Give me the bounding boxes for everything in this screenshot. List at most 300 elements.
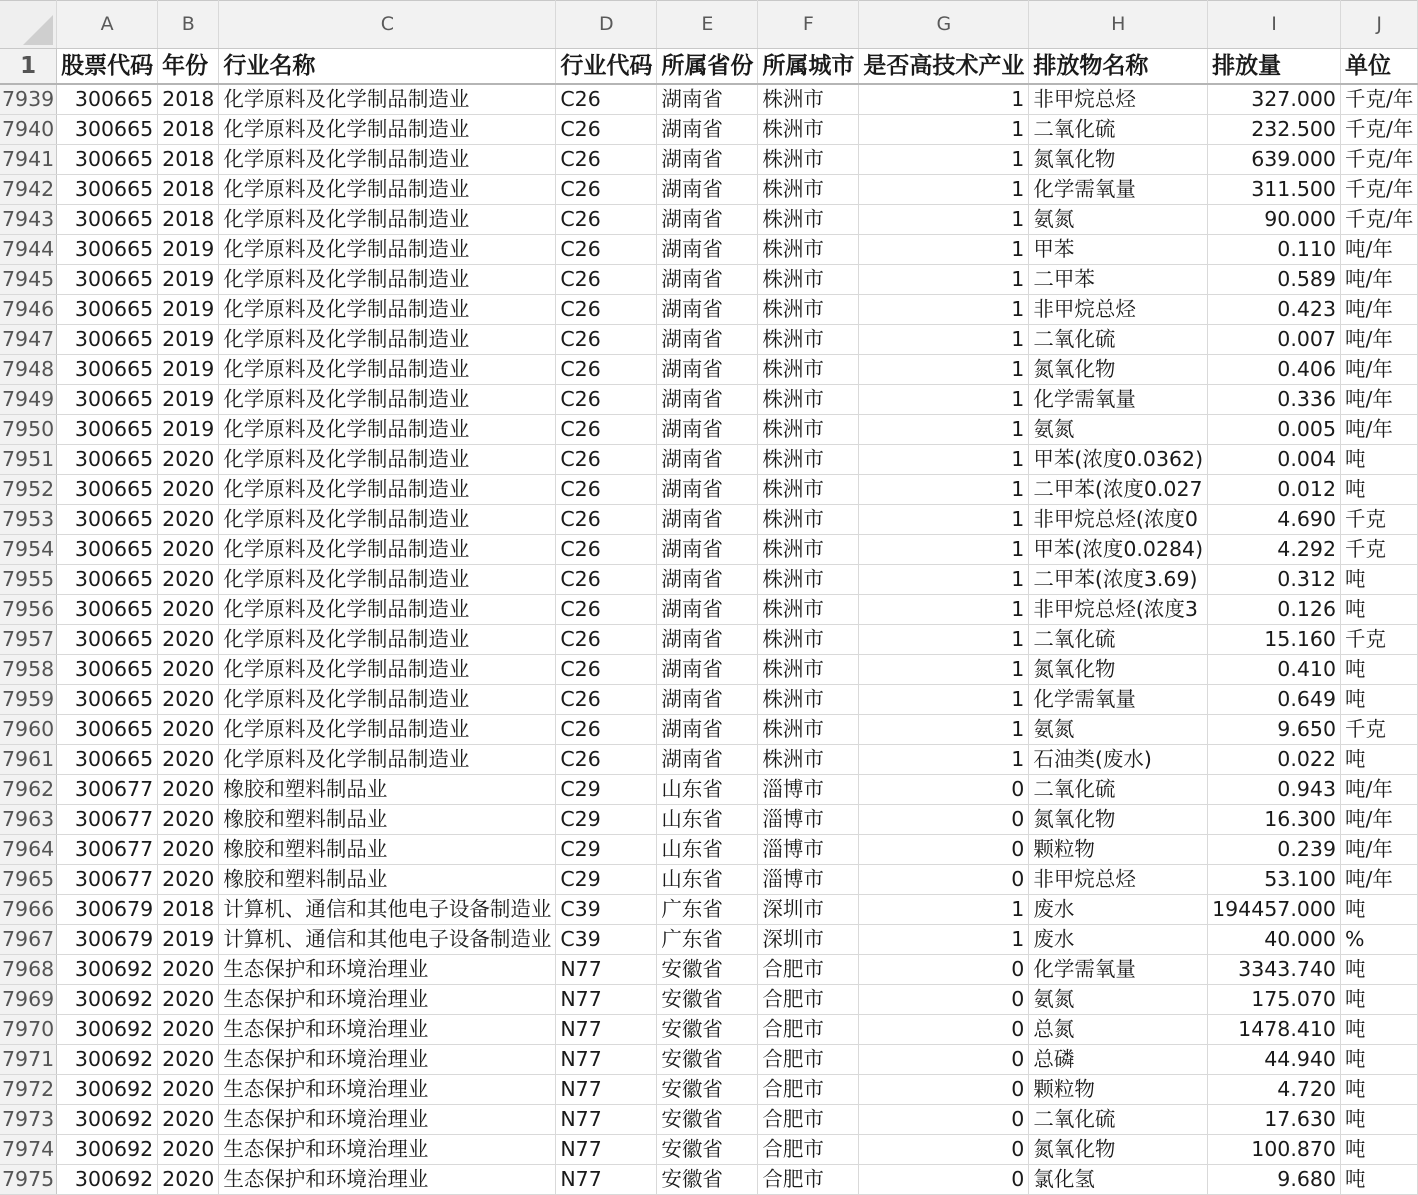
cell-a[interactable]: 300692 bbox=[57, 955, 158, 985]
cell-d[interactable]: C26 bbox=[556, 205, 657, 235]
cell-c[interactable]: 计算机、通信和其他电子设备制造业 bbox=[219, 925, 556, 955]
column-header-d[interactable]: D bbox=[556, 1, 657, 49]
cell-h[interactable]: 氮氧化物 bbox=[1029, 355, 1208, 385]
cell-j[interactable]: 吨 bbox=[1340, 985, 1417, 1015]
cell-e[interactable]: 湖南省 bbox=[657, 475, 758, 505]
cell-j[interactable]: 千克/年 bbox=[1340, 175, 1417, 205]
cell-g[interactable]: 1 bbox=[859, 175, 1029, 205]
cell-f[interactable]: 株洲市 bbox=[758, 385, 859, 415]
cell-e[interactable]: 湖南省 bbox=[657, 655, 758, 685]
cell-h[interactable]: 废水 bbox=[1029, 925, 1208, 955]
cell-e[interactable]: 湖南省 bbox=[657, 205, 758, 235]
cell-f[interactable]: 淄博市 bbox=[758, 865, 859, 895]
cell-h[interactable]: 非甲烷总烃 bbox=[1029, 865, 1208, 895]
cell-e[interactable]: 安徽省 bbox=[657, 955, 758, 985]
cell-h[interactable]: 甲苯(浓度0.0284) bbox=[1029, 535, 1208, 565]
cell-h[interactable]: 化学需氧量 bbox=[1029, 175, 1208, 205]
cell-j[interactable]: 吨/年 bbox=[1340, 295, 1417, 325]
column-header-h[interactable]: H bbox=[1029, 1, 1208, 49]
cell-b[interactable]: 2018 bbox=[158, 145, 219, 175]
cell-c[interactable]: 化学原料及化学制品制造业 bbox=[219, 265, 556, 295]
cell-d[interactable]: C26 bbox=[556, 715, 657, 745]
cell-b[interactable]: 2018 bbox=[158, 175, 219, 205]
row-number[interactable]: 7969 bbox=[0, 985, 57, 1015]
cell-g[interactable]: 1 bbox=[859, 445, 1029, 475]
cell-c[interactable]: 化学原料及化学制品制造业 bbox=[219, 625, 556, 655]
cell-h[interactable]: 石油类(废水) bbox=[1029, 745, 1208, 775]
cell-e[interactable]: 湖南省 bbox=[657, 715, 758, 745]
cell-i[interactable]: 639.000 bbox=[1208, 145, 1341, 175]
row-number[interactable]: 7943 bbox=[0, 205, 57, 235]
cell-a[interactable]: 300665 bbox=[57, 295, 158, 325]
cell-h[interactable]: 氮氧化物 bbox=[1029, 145, 1208, 175]
cell-d[interactable]: N77 bbox=[556, 1165, 657, 1195]
cell-j[interactable]: 吨 bbox=[1340, 595, 1417, 625]
cell-f[interactable]: 淄博市 bbox=[758, 775, 859, 805]
cell-g[interactable]: 1 bbox=[859, 295, 1029, 325]
cell-g[interactable]: 1 bbox=[859, 235, 1029, 265]
cell-d[interactable]: C26 bbox=[556, 685, 657, 715]
cell-h[interactable]: 非甲烷总烃 bbox=[1029, 295, 1208, 325]
cell-c[interactable]: 化学原料及化学制品制造业 bbox=[219, 145, 556, 175]
row-number[interactable]: 7974 bbox=[0, 1135, 57, 1165]
cell-b[interactable]: 2020 bbox=[158, 1075, 219, 1105]
column-header-e[interactable]: E bbox=[657, 1, 758, 49]
row-number[interactable]: 7941 bbox=[0, 145, 57, 175]
cell-b[interactable]: 2020 bbox=[158, 865, 219, 895]
cell-h[interactable]: 非甲烷总烃(浓度0 bbox=[1029, 505, 1208, 535]
cell-j[interactable]: 吨 bbox=[1340, 685, 1417, 715]
cell-g[interactable]: 0 bbox=[859, 1165, 1029, 1195]
cell-c[interactable]: 计算机、通信和其他电子设备制造业 bbox=[219, 895, 556, 925]
cell-i[interactable]: 0.126 bbox=[1208, 595, 1341, 625]
cell-c[interactable]: 化学原料及化学制品制造业 bbox=[219, 84, 556, 115]
cell-b[interactable]: 2020 bbox=[158, 1015, 219, 1045]
cell-g[interactable]: 1 bbox=[859, 415, 1029, 445]
cell-g[interactable]: 1 bbox=[859, 685, 1029, 715]
cell-j[interactable]: 吨/年 bbox=[1340, 385, 1417, 415]
cell-i[interactable]: 3343.740 bbox=[1208, 955, 1341, 985]
cell-d[interactable]: C26 bbox=[556, 655, 657, 685]
cell-c[interactable]: 橡胶和塑料制品业 bbox=[219, 805, 556, 835]
cell-d[interactable]: N77 bbox=[556, 1135, 657, 1165]
cell-b[interactable]: 2020 bbox=[158, 595, 219, 625]
cell-c[interactable]: 化学原料及化学制品制造业 bbox=[219, 235, 556, 265]
row-number[interactable]: 7949 bbox=[0, 385, 57, 415]
cell-i[interactable]: 4.690 bbox=[1208, 505, 1341, 535]
cell-j[interactable]: 千克 bbox=[1340, 625, 1417, 655]
cell-j[interactable]: 千克/年 bbox=[1340, 84, 1417, 115]
cell-f[interactable]: 株洲市 bbox=[758, 355, 859, 385]
row-number[interactable]: 7942 bbox=[0, 175, 57, 205]
row-number[interactable]: 7951 bbox=[0, 445, 57, 475]
cell-e[interactable]: 广东省 bbox=[657, 895, 758, 925]
cell-d[interactable]: N77 bbox=[556, 1045, 657, 1075]
cell-d[interactable]: C26 bbox=[556, 505, 657, 535]
cell-i[interactable]: 0.589 bbox=[1208, 265, 1341, 295]
cell-e[interactable]: 山东省 bbox=[657, 805, 758, 835]
cell-g[interactable]: 1 bbox=[859, 115, 1029, 145]
cell-f[interactable]: 株洲市 bbox=[758, 685, 859, 715]
cell-c[interactable]: 化学原料及化学制品制造业 bbox=[219, 745, 556, 775]
cell-e[interactable]: 山东省 bbox=[657, 775, 758, 805]
cell-d[interactable]: C39 bbox=[556, 925, 657, 955]
header-cell-h[interactable]: 排放物名称 bbox=[1029, 49, 1208, 85]
cell-b[interactable]: 2020 bbox=[158, 805, 219, 835]
cell-h[interactable]: 废水 bbox=[1029, 895, 1208, 925]
cell-i[interactable]: 100.870 bbox=[1208, 1135, 1341, 1165]
cell-c[interactable]: 橡胶和塑料制品业 bbox=[219, 865, 556, 895]
cell-d[interactable]: C29 bbox=[556, 865, 657, 895]
cell-d[interactable]: C26 bbox=[556, 84, 657, 115]
cell-c[interactable]: 化学原料及化学制品制造业 bbox=[219, 205, 556, 235]
cell-j[interactable]: 吨 bbox=[1340, 1135, 1417, 1165]
cell-e[interactable]: 安徽省 bbox=[657, 1045, 758, 1075]
cell-d[interactable]: C26 bbox=[556, 355, 657, 385]
row-number[interactable]: 1 bbox=[0, 49, 57, 85]
header-cell-d[interactable]: 行业代码 bbox=[556, 49, 657, 85]
row-number[interactable]: 7975 bbox=[0, 1165, 57, 1195]
cell-f[interactable]: 株洲市 bbox=[758, 145, 859, 175]
cell-g[interactable]: 1 bbox=[859, 385, 1029, 415]
row-number[interactable]: 7940 bbox=[0, 115, 57, 145]
cell-a[interactable]: 300665 bbox=[57, 655, 158, 685]
cell-h[interactable]: 氯化氢 bbox=[1029, 1165, 1208, 1195]
cell-b[interactable]: 2020 bbox=[158, 1135, 219, 1165]
cell-a[interactable]: 300692 bbox=[57, 1105, 158, 1135]
select-all-corner[interactable] bbox=[0, 1, 57, 49]
cell-e[interactable]: 湖南省 bbox=[657, 355, 758, 385]
cell-d[interactable]: C26 bbox=[556, 595, 657, 625]
cell-b[interactable]: 2020 bbox=[158, 505, 219, 535]
cell-g[interactable]: 1 bbox=[859, 205, 1029, 235]
cell-h[interactable]: 二氧化硫 bbox=[1029, 115, 1208, 145]
cell-d[interactable]: C26 bbox=[556, 235, 657, 265]
cell-f[interactable]: 株洲市 bbox=[758, 205, 859, 235]
cell-e[interactable]: 湖南省 bbox=[657, 145, 758, 175]
cell-f[interactable]: 深圳市 bbox=[758, 925, 859, 955]
cell-g[interactable]: 1 bbox=[859, 84, 1029, 115]
cell-c[interactable]: 生态保护和环境治理业 bbox=[219, 985, 556, 1015]
cell-c[interactable]: 生态保护和环境治理业 bbox=[219, 1165, 556, 1195]
cell-f[interactable]: 合肥市 bbox=[758, 1135, 859, 1165]
cell-b[interactable]: 2020 bbox=[158, 1165, 219, 1195]
cell-h[interactable]: 二甲苯(浓度0.027 bbox=[1029, 475, 1208, 505]
cell-h[interactable]: 氨氮 bbox=[1029, 415, 1208, 445]
cell-f[interactable]: 株洲市 bbox=[758, 445, 859, 475]
cell-i[interactable]: 9.680 bbox=[1208, 1165, 1341, 1195]
cell-d[interactable]: C29 bbox=[556, 835, 657, 865]
cell-j[interactable]: 千克/年 bbox=[1340, 205, 1417, 235]
column-header-a[interactable]: A bbox=[57, 1, 158, 49]
cell-i[interactable]: 0.005 bbox=[1208, 415, 1341, 445]
cell-d[interactable]: N77 bbox=[556, 955, 657, 985]
cell-j[interactable]: % bbox=[1340, 925, 1417, 955]
row-number[interactable]: 7945 bbox=[0, 265, 57, 295]
cell-f[interactable]: 株洲市 bbox=[758, 265, 859, 295]
cell-f[interactable]: 株洲市 bbox=[758, 295, 859, 325]
cell-b[interactable]: 2020 bbox=[158, 715, 219, 745]
cell-e[interactable]: 湖南省 bbox=[657, 415, 758, 445]
cell-b[interactable]: 2019 bbox=[158, 235, 219, 265]
cell-b[interactable]: 2020 bbox=[158, 1045, 219, 1075]
cell-i[interactable]: 0.943 bbox=[1208, 775, 1341, 805]
cell-i[interactable]: 311.500 bbox=[1208, 175, 1341, 205]
cell-i[interactable]: 4.292 bbox=[1208, 535, 1341, 565]
cell-i[interactable]: 53.100 bbox=[1208, 865, 1341, 895]
cell-d[interactable]: C26 bbox=[556, 115, 657, 145]
cell-a[interactable]: 300692 bbox=[57, 1015, 158, 1045]
cell-h[interactable]: 氮氧化物 bbox=[1029, 805, 1208, 835]
cell-g[interactable]: 0 bbox=[859, 1105, 1029, 1135]
cell-d[interactable]: C26 bbox=[556, 745, 657, 775]
row-number[interactable]: 7953 bbox=[0, 505, 57, 535]
cell-i[interactable]: 90.000 bbox=[1208, 205, 1341, 235]
cell-e[interactable]: 安徽省 bbox=[657, 1135, 758, 1165]
cell-i[interactable]: 0.410 bbox=[1208, 655, 1341, 685]
cell-h[interactable]: 二氧化硫 bbox=[1029, 775, 1208, 805]
row-number[interactable]: 7965 bbox=[0, 865, 57, 895]
cell-d[interactable]: C26 bbox=[556, 565, 657, 595]
cell-e[interactable]: 湖南省 bbox=[657, 325, 758, 355]
row-number[interactable]: 7968 bbox=[0, 955, 57, 985]
cell-f[interactable]: 合肥市 bbox=[758, 1075, 859, 1105]
cell-g[interactable]: 1 bbox=[859, 355, 1029, 385]
row-number[interactable]: 7970 bbox=[0, 1015, 57, 1045]
cell-d[interactable]: C26 bbox=[556, 325, 657, 355]
cell-c[interactable]: 化学原料及化学制品制造业 bbox=[219, 385, 556, 415]
cell-g[interactable]: 1 bbox=[859, 625, 1029, 655]
cell-a[interactable]: 300665 bbox=[57, 115, 158, 145]
cell-b[interactable]: 2020 bbox=[158, 985, 219, 1015]
row-number[interactable]: 7946 bbox=[0, 295, 57, 325]
cell-e[interactable]: 湖南省 bbox=[657, 295, 758, 325]
cell-e[interactable]: 湖南省 bbox=[657, 445, 758, 475]
cell-e[interactable]: 湖南省 bbox=[657, 84, 758, 115]
cell-g[interactable]: 1 bbox=[859, 535, 1029, 565]
header-cell-a[interactable]: 股票代码 bbox=[57, 49, 158, 85]
cell-f[interactable]: 淄博市 bbox=[758, 805, 859, 835]
row-number[interactable]: 7963 bbox=[0, 805, 57, 835]
cell-i[interactable]: 232.500 bbox=[1208, 115, 1341, 145]
cell-c[interactable]: 生态保护和环境治理业 bbox=[219, 1105, 556, 1135]
cell-c[interactable]: 化学原料及化学制品制造业 bbox=[219, 295, 556, 325]
cell-e[interactable]: 山东省 bbox=[657, 865, 758, 895]
cell-h[interactable]: 氮氧化物 bbox=[1029, 655, 1208, 685]
cell-c[interactable]: 化学原料及化学制品制造业 bbox=[219, 325, 556, 355]
cell-g[interactable]: 0 bbox=[859, 865, 1029, 895]
cell-i[interactable]: 15.160 bbox=[1208, 625, 1341, 655]
row-number[interactable]: 7964 bbox=[0, 835, 57, 865]
cell-h[interactable]: 甲苯(浓度0.0362) bbox=[1029, 445, 1208, 475]
cell-b[interactable]: 2020 bbox=[158, 655, 219, 685]
cell-g[interactable]: 1 bbox=[859, 715, 1029, 745]
cell-j[interactable]: 吨 bbox=[1340, 565, 1417, 595]
cell-g[interactable]: 1 bbox=[859, 475, 1029, 505]
cell-j[interactable]: 吨 bbox=[1340, 955, 1417, 985]
cell-j[interactable]: 吨/年 bbox=[1340, 805, 1417, 835]
cell-d[interactable]: C26 bbox=[556, 295, 657, 325]
cell-b[interactable]: 2020 bbox=[158, 565, 219, 595]
cell-d[interactable]: C29 bbox=[556, 775, 657, 805]
cell-e[interactable]: 湖南省 bbox=[657, 625, 758, 655]
cell-d[interactable]: C29 bbox=[556, 805, 657, 835]
cell-g[interactable]: 1 bbox=[859, 265, 1029, 295]
cell-i[interactable]: 0.239 bbox=[1208, 835, 1341, 865]
cell-j[interactable]: 吨/年 bbox=[1340, 235, 1417, 265]
row-number[interactable]: 7952 bbox=[0, 475, 57, 505]
cell-h[interactable]: 颗粒物 bbox=[1029, 835, 1208, 865]
cell-e[interactable]: 湖南省 bbox=[657, 385, 758, 415]
cell-g[interactable]: 0 bbox=[859, 1015, 1029, 1045]
cell-f[interactable]: 淄博市 bbox=[758, 835, 859, 865]
cell-b[interactable]: 2019 bbox=[158, 355, 219, 385]
cell-j[interactable]: 千克 bbox=[1340, 505, 1417, 535]
cell-a[interactable]: 300665 bbox=[57, 745, 158, 775]
cell-a[interactable]: 300665 bbox=[57, 625, 158, 655]
row-number[interactable]: 7948 bbox=[0, 355, 57, 385]
cell-c[interactable]: 生态保护和环境治理业 bbox=[219, 1135, 556, 1165]
cell-j[interactable]: 千克 bbox=[1340, 715, 1417, 745]
cell-g[interactable]: 0 bbox=[859, 1045, 1029, 1075]
cell-f[interactable]: 株洲市 bbox=[758, 745, 859, 775]
cell-c[interactable]: 化学原料及化学制品制造业 bbox=[219, 445, 556, 475]
cell-f[interactable]: 株洲市 bbox=[758, 415, 859, 445]
cell-g[interactable]: 0 bbox=[859, 1075, 1029, 1105]
cell-e[interactable]: 湖南省 bbox=[657, 505, 758, 535]
cell-h[interactable]: 氨氮 bbox=[1029, 205, 1208, 235]
cell-c[interactable]: 化学原料及化学制品制造业 bbox=[219, 115, 556, 145]
cell-j[interactable]: 吨 bbox=[1340, 1015, 1417, 1045]
cell-a[interactable]: 300692 bbox=[57, 1165, 158, 1195]
cell-h[interactable]: 化学需氧量 bbox=[1029, 955, 1208, 985]
row-number[interactable]: 7973 bbox=[0, 1105, 57, 1135]
cell-d[interactable]: N77 bbox=[556, 1075, 657, 1105]
cell-f[interactable]: 株洲市 bbox=[758, 505, 859, 535]
cell-i[interactable]: 0.649 bbox=[1208, 685, 1341, 715]
row-number[interactable]: 7950 bbox=[0, 415, 57, 445]
cell-i[interactable]: 327.000 bbox=[1208, 84, 1341, 115]
cell-j[interactable]: 吨/年 bbox=[1340, 265, 1417, 295]
row-number[interactable]: 7957 bbox=[0, 625, 57, 655]
cell-h[interactable]: 氨氮 bbox=[1029, 715, 1208, 745]
cell-g[interactable]: 0 bbox=[859, 835, 1029, 865]
cell-h[interactable]: 二甲苯(浓度3.69) bbox=[1029, 565, 1208, 595]
cell-a[interactable]: 300665 bbox=[57, 565, 158, 595]
row-number[interactable]: 7971 bbox=[0, 1045, 57, 1075]
cell-g[interactable]: 0 bbox=[859, 1135, 1029, 1165]
header-cell-c[interactable]: 行业名称 bbox=[219, 49, 556, 85]
cell-e[interactable]: 湖南省 bbox=[657, 565, 758, 595]
cell-d[interactable]: C26 bbox=[556, 625, 657, 655]
cell-c[interactable]: 化学原料及化学制品制造业 bbox=[219, 175, 556, 205]
header-cell-e[interactable]: 所属省份 bbox=[657, 49, 758, 85]
row-number[interactable]: 7967 bbox=[0, 925, 57, 955]
cell-f[interactable]: 合肥市 bbox=[758, 955, 859, 985]
cell-e[interactable]: 湖南省 bbox=[657, 595, 758, 625]
cell-f[interactable]: 株洲市 bbox=[758, 565, 859, 595]
cell-a[interactable]: 300665 bbox=[57, 175, 158, 205]
cell-f[interactable]: 合肥市 bbox=[758, 1105, 859, 1135]
header-cell-b[interactable]: 年份 bbox=[158, 49, 219, 85]
cell-b[interactable]: 2020 bbox=[158, 625, 219, 655]
cell-a[interactable]: 300677 bbox=[57, 865, 158, 895]
cell-b[interactable]: 2020 bbox=[158, 1105, 219, 1135]
cell-j[interactable]: 吨/年 bbox=[1340, 835, 1417, 865]
cell-e[interactable]: 湖南省 bbox=[657, 175, 758, 205]
cell-e[interactable]: 广东省 bbox=[657, 925, 758, 955]
cell-j[interactable]: 吨 bbox=[1340, 1165, 1417, 1195]
cell-h[interactable]: 总氮 bbox=[1029, 1015, 1208, 1045]
cell-j[interactable]: 吨/年 bbox=[1340, 355, 1417, 385]
row-number[interactable]: 7956 bbox=[0, 595, 57, 625]
cell-e[interactable]: 安徽省 bbox=[657, 1165, 758, 1195]
cell-d[interactable]: C26 bbox=[556, 535, 657, 565]
cell-j[interactable]: 吨 bbox=[1340, 445, 1417, 475]
row-number[interactable]: 7947 bbox=[0, 325, 57, 355]
cell-h[interactable]: 甲苯 bbox=[1029, 235, 1208, 265]
cell-b[interactable]: 2019 bbox=[158, 295, 219, 325]
cell-a[interactable]: 300665 bbox=[57, 445, 158, 475]
cell-e[interactable]: 安徽省 bbox=[657, 1105, 758, 1135]
cell-i[interactable]: 0.423 bbox=[1208, 295, 1341, 325]
row-number[interactable]: 7955 bbox=[0, 565, 57, 595]
cell-e[interactable]: 山东省 bbox=[657, 835, 758, 865]
cell-a[interactable]: 300679 bbox=[57, 925, 158, 955]
cell-i[interactable]: 0.004 bbox=[1208, 445, 1341, 475]
cell-c[interactable]: 生态保护和环境治理业 bbox=[219, 955, 556, 985]
cell-c[interactable]: 化学原料及化学制品制造业 bbox=[219, 535, 556, 565]
column-header-b[interactable]: B bbox=[158, 1, 219, 49]
cell-a[interactable]: 300677 bbox=[57, 805, 158, 835]
cell-d[interactable]: N77 bbox=[556, 985, 657, 1015]
cell-f[interactable]: 株洲市 bbox=[758, 655, 859, 685]
cell-d[interactable]: C26 bbox=[556, 175, 657, 205]
cell-a[interactable]: 300665 bbox=[57, 505, 158, 535]
cell-d[interactable]: N77 bbox=[556, 1015, 657, 1045]
cell-i[interactable]: 175.070 bbox=[1208, 985, 1341, 1015]
cell-d[interactable]: C39 bbox=[556, 895, 657, 925]
cell-a[interactable]: 300665 bbox=[57, 535, 158, 565]
row-number[interactable]: 7954 bbox=[0, 535, 57, 565]
cell-g[interactable]: 1 bbox=[859, 895, 1029, 925]
cell-i[interactable]: 17.630 bbox=[1208, 1105, 1341, 1135]
cell-h[interactable]: 氮氧化物 bbox=[1029, 1135, 1208, 1165]
cell-b[interactable]: 2020 bbox=[158, 775, 219, 805]
column-header-j[interactable]: J bbox=[1340, 1, 1417, 49]
cell-b[interactable]: 2018 bbox=[158, 205, 219, 235]
cell-a[interactable]: 300665 bbox=[57, 415, 158, 445]
cell-a[interactable]: 300677 bbox=[57, 775, 158, 805]
cell-h[interactable]: 氨氮 bbox=[1029, 985, 1208, 1015]
cell-b[interactable]: 2020 bbox=[158, 955, 219, 985]
cell-h[interactable]: 二氧化硫 bbox=[1029, 625, 1208, 655]
cell-a[interactable]: 300665 bbox=[57, 205, 158, 235]
cell-i[interactable]: 0.406 bbox=[1208, 355, 1341, 385]
cell-j[interactable]: 吨 bbox=[1340, 895, 1417, 925]
cell-a[interactable]: 300665 bbox=[57, 84, 158, 115]
cell-f[interactable]: 合肥市 bbox=[758, 1015, 859, 1045]
cell-g[interactable]: 0 bbox=[859, 955, 1029, 985]
cell-b[interactable]: 2019 bbox=[158, 265, 219, 295]
cell-j[interactable]: 吨 bbox=[1340, 745, 1417, 775]
cell-f[interactable]: 合肥市 bbox=[758, 985, 859, 1015]
cell-h[interactable]: 非甲烷总烃(浓度3 bbox=[1029, 595, 1208, 625]
cell-b[interactable]: 2020 bbox=[158, 445, 219, 475]
header-cell-g[interactable]: 是否高技术产业 bbox=[859, 49, 1029, 85]
row-number[interactable]: 7966 bbox=[0, 895, 57, 925]
cell-h[interactable]: 二氧化硫 bbox=[1029, 1105, 1208, 1135]
